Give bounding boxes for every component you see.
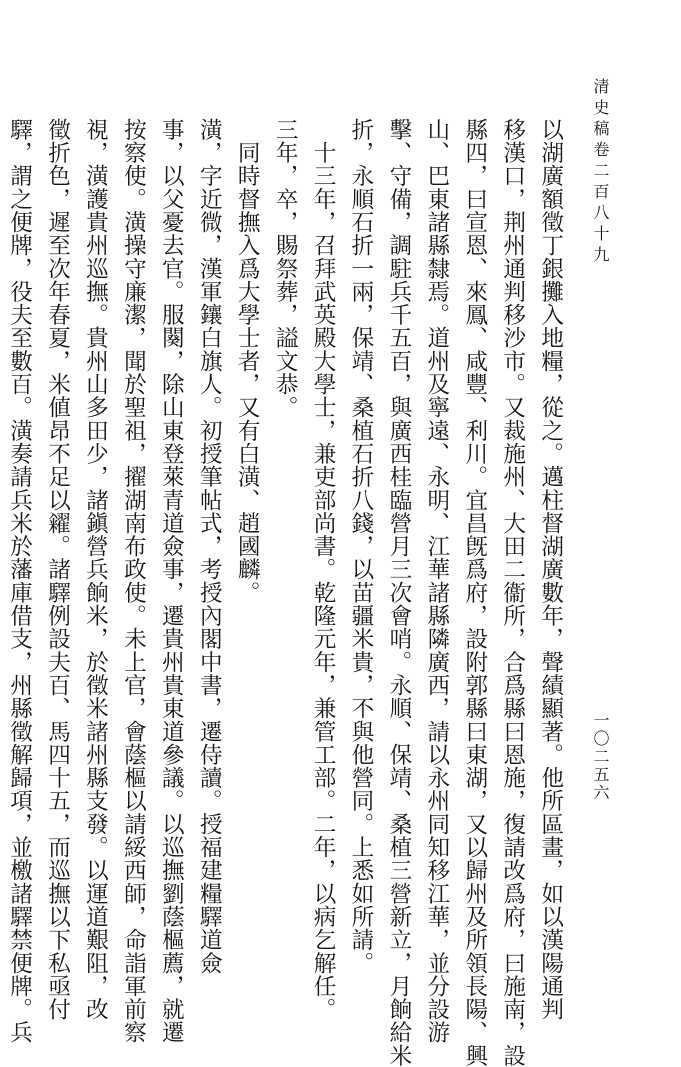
text-column-8: 三年，卒，賜祭葬，謚文恭。 xyxy=(272,118,299,419)
page-number: 一〇二五六 xyxy=(591,712,610,802)
text-column-2: 移漢口，荆州通判移沙市。又裁施州、大田二衞所，合爲縣曰恩施，復請改爲府，曰施南，設 xyxy=(499,118,526,1067)
text-column-7: 十三年，召拜武英殿大學士，兼吏部尚書。乾隆元年，兼管工部。二年，以病乞解任。 xyxy=(310,118,337,1021)
text-column-14: 徵折色，遲至次年春夏，米値昂不足以糴。諸驛例設夫百、馬四十五，而巡撫以下私亟付 xyxy=(44,118,71,1021)
text-column-10: 潢，字近微，漢軍鑲白旗人。初授筆帖式，考授內閣中書，遷侍讀。授福建糧驛道僉 xyxy=(196,118,223,975)
text-column-13: 視，潢護貴州巡撫。貴州山多田少，諸鎭營兵餉米，於徵米諸州縣支發。以運道艱阻，改 xyxy=(82,118,109,1021)
text-column-3: 縣四，曰宣恩、來鳳、咸豐、利川。宜昌旣爲府，設附郭縣曰東湖，又以歸州及所領長陽、興 xyxy=(461,118,488,1067)
text-column-15: 驛，謂之便牌，役夫至數百。潢奏請兵米於藩庫借支，州縣徵解歸項，並檄諸驛禁便牌。兵 xyxy=(6,118,33,1044)
text-column-5: 擊、守備，調駐兵千五百，與廣西桂臨營月三次會哨。永順、保靖、桑植三營新立，月餉給米 xyxy=(385,118,412,1067)
text-column-9: 同時督撫入爲大學士者，又有白潢、趙國麟。 xyxy=(234,118,261,605)
running-header-title: 清史稿卷二百八十九 xyxy=(591,78,610,267)
text-column-12: 按察使。潢操守廉潔，聞於聖祖，擢湖南布政使。未上官，會蔭樞以請綏西師，命詣軍前察 xyxy=(120,118,147,1044)
text-column-11: 事，以父憂去官。服闋，除山東登萊青道僉事，遷貴州貴東道參議。以巡撫劉蔭樞薦，就遷 xyxy=(158,118,185,1044)
text-column-1: 以湖廣額徵丁銀攤入地糧，從之。邁柱督湖廣數年，聲績顯著。他所區畫，如以漢陽通判 xyxy=(537,118,564,1021)
text-column-6: 折，永順石折一兩，保靖、桑植石折八錢，以苗疆米貴，不與他營同。上悉如所請。 xyxy=(347,118,374,975)
text-column-4: 山、巴東諸縣隸焉。道州及寧遠、永明、江華諸縣隣廣西，請以永州同知移江華，並分設游 xyxy=(423,118,450,1044)
